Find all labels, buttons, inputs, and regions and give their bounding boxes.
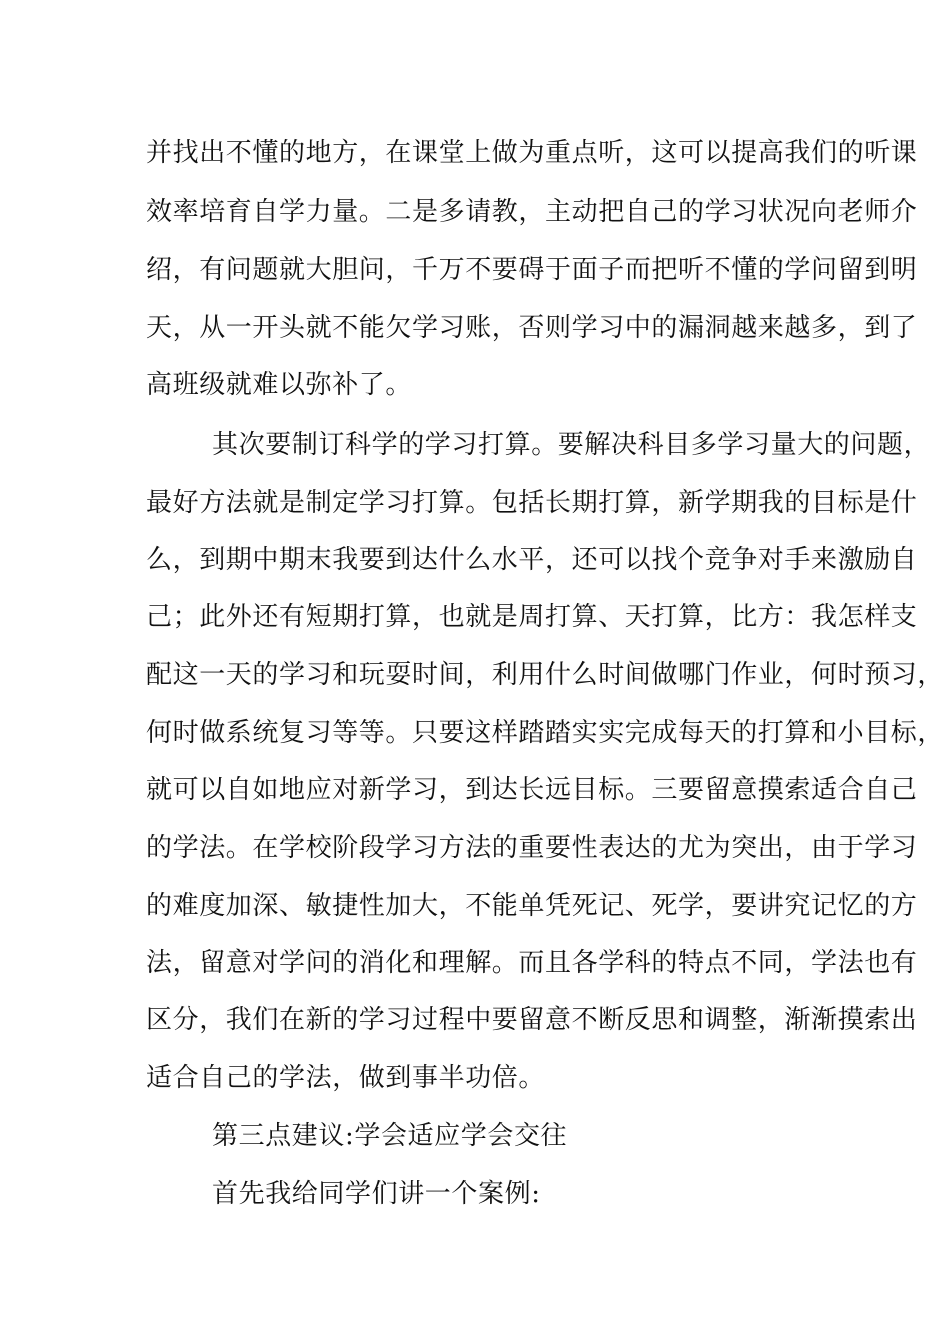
paragraph-line: 的难度加深、敏捷性加大，不能单凭死记、死学，要讲究记忆的方 [146,891,918,921]
paragraph-3: 首先我给同学们讲一个案例: [212,1179,541,1209]
paragraph-line: 配这一天的学习和玩耍时间，利用什么时间做哪门作业，何时预习， [146,660,945,690]
paragraph-line: 其次要制订科学的学习打算。要解决科目多学习量大的问题， [212,430,931,460]
paragraph-line: 绍，有问题就大胆问，千万不要碍于面子而把听不懂的学问留到明 [146,255,918,285]
paragraph-line: 区分，我们在新的学习过程中要留意不断反思和调整，渐渐摸索出 [146,1005,918,1035]
paragraph-line: 天，从一开头就不能欠学习账，否则学习中的漏洞越来越多，到了 [146,313,918,343]
paragraph-line: 效率培育自学力量。二是多请教，主动把自己的学习状况向老师介 [146,197,918,227]
paragraph-line: 么，到期中期末我要到达什么水平，还可以找个竞争对手来激励自 [146,545,918,575]
paragraph-line: 己；此外还有短期打算，也就是周打算、天打算，比方：我怎样支 [146,602,918,632]
paragraph-line: 何时做系统复习等等。只要这样踏踏实实完成每天的打算和小目标， [146,718,945,748]
paragraph-line: 最好方法就是制定学习打算。包括长期打算，新学期我的目标是什 [146,488,918,518]
paragraph-line: 高班级就难以弥补了。 [146,370,413,400]
paragraph-line: 的学法。在学校阶段学习方法的重要性表达的尤为突出，由于学习 [146,833,918,863]
paragraph-line: 就可以自如地应对新学习，到达长远目标。三要留意摸索适合自己 [146,775,918,805]
paragraph-line: 适合自己的学法，做到事半功倍。 [146,1063,546,1093]
paragraph-line: 法，留意对学问的消化和理解。而且各学科的特点不同，学法也有 [146,948,918,978]
section-heading: 第三点建议:学会适应学会交往 [212,1121,568,1151]
paragraph-line: 并找出不懂的地方，在课堂上做为重点听，这可以提高我们的听课 [146,138,918,168]
